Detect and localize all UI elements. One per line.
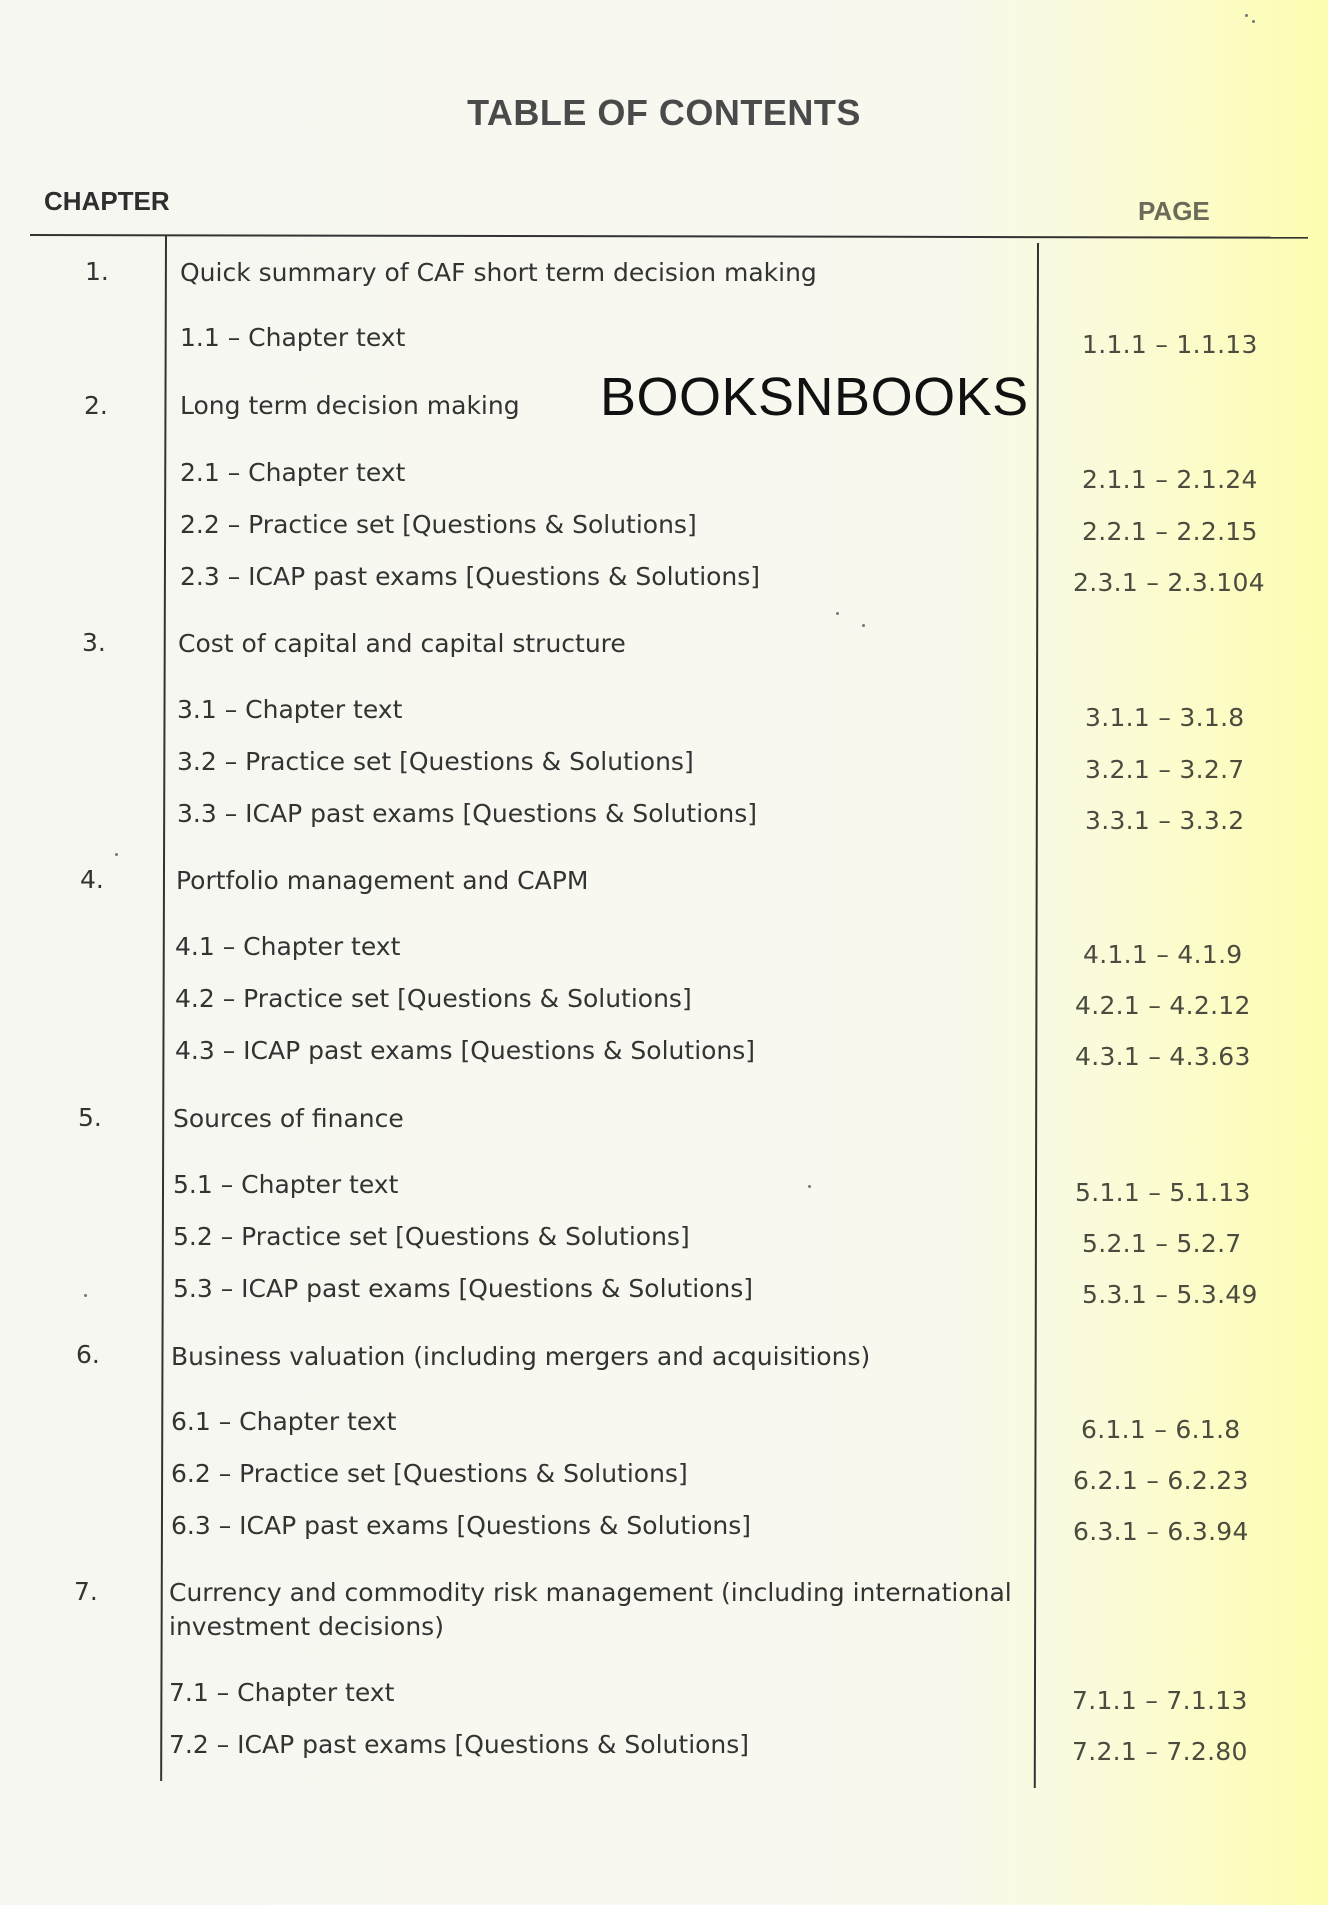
chapter-column-divider xyxy=(160,236,167,1781)
watermark-text: BOOKSNBOOKS xyxy=(600,367,1029,427)
chapter-title: Business valuation (including mergers and acquisitions) xyxy=(171,1342,871,1371)
section-label: 3.3 – ICAP past exams [Questions & Solutions] xyxy=(177,799,758,828)
chapter-column-header: CHAPTER xyxy=(44,186,170,216)
section-label: 4.2 – Practice set [Questions & Solutions] xyxy=(175,984,692,1013)
section-label: 7.2 – ICAP past exams [Questions & Solutions] xyxy=(169,1730,750,1759)
page-column-divider xyxy=(1034,243,1039,1788)
section-pages: 5.1.1 – 5.1.13 xyxy=(1075,1178,1251,1207)
section-pages: 6.1.1 – 6.1.8 xyxy=(1081,1415,1241,1444)
chapter-number: 6. xyxy=(76,1340,100,1369)
section-pages: 5.2.1 – 5.2.7 xyxy=(1082,1229,1242,1258)
section-label: 2.2 – Practice set [Questions & Solutions] xyxy=(180,510,697,539)
chapter-number: 1. xyxy=(85,257,109,286)
chapter-title: Sources of finance xyxy=(173,1104,404,1133)
section-pages: 7.1.1 – 7.1.13 xyxy=(1072,1686,1248,1715)
section-pages: 2.2.1 – 2.2.15 xyxy=(1082,517,1258,546)
section-label: 2.3 – ICAP past exams [Questions & Solutions] xyxy=(180,562,761,591)
section-label: 2.1 – Chapter text xyxy=(180,458,406,487)
scan-speck xyxy=(1245,14,1248,17)
page-title: TABLE OF CONTENTS xyxy=(467,92,861,133)
section-pages: 3.1.1 – 3.1.8 xyxy=(1085,703,1245,732)
scan-speck xyxy=(115,853,118,856)
scan-speck xyxy=(836,612,839,615)
section-pages: 1.1.1 – 1.1.13 xyxy=(1082,330,1258,359)
page-column-header: PAGE xyxy=(1138,196,1210,226)
section-pages: 6.2.1 – 6.2.23 xyxy=(1073,1466,1249,1495)
section-pages: 4.3.1 – 4.3.63 xyxy=(1075,1042,1251,1071)
section-pages: 4.1.1 – 4.1.9 xyxy=(1083,940,1243,969)
section-pages: 7.2.1 – 7.2.80 xyxy=(1072,1737,1248,1766)
chapter-title: Long term decision making xyxy=(180,391,520,420)
section-label: 3.1 – Chapter text xyxy=(177,695,403,724)
chapter-title: Cost of capital and capital structure xyxy=(178,629,626,658)
section-label: 4.1 – Chapter text xyxy=(175,932,401,961)
section-label: 1.1 – Chapter text xyxy=(180,323,406,352)
section-label: 4.3 – ICAP past exams [Questions & Solutions] xyxy=(175,1036,756,1065)
chapter-number: 4. xyxy=(80,865,104,894)
scan-speck xyxy=(1252,20,1255,23)
section-label: 6.1 – Chapter text xyxy=(171,1407,397,1436)
section-pages: 3.3.1 – 3.3.2 xyxy=(1085,806,1245,835)
chapter-title: Quick summary of CAF short term decision making xyxy=(180,258,817,287)
chapter-title: Portfolio management and CAPM xyxy=(176,866,589,895)
chapter-number: 7. xyxy=(74,1577,98,1606)
scan-speck xyxy=(808,1185,811,1188)
section-pages: 3.2.1 – 3.2.7 xyxy=(1085,755,1245,784)
section-pages: 2.3.1 – 2.3.104 xyxy=(1073,568,1265,597)
header-divider xyxy=(30,234,1308,239)
section-pages: 6.3.1 – 6.3.94 xyxy=(1073,1517,1249,1546)
scan-speck xyxy=(84,1294,87,1297)
chapter-title-line-1: Currency and commodity risk management (including international xyxy=(169,1578,1012,1607)
section-pages: 2.1.1 – 2.1.24 xyxy=(1082,465,1258,494)
section-label: 6.2 – Practice set [Questions & Solutions] xyxy=(171,1459,688,1488)
chapter-number: 5. xyxy=(78,1103,102,1132)
section-label: 5.2 – Practice set [Questions & Solutions] xyxy=(173,1222,690,1251)
section-pages: 4.2.1 – 4.2.12 xyxy=(1075,991,1251,1020)
chapter-title-line-2: investment decisions) xyxy=(169,1612,444,1641)
section-label: 6.3 – ICAP past exams [Questions & Solutions] xyxy=(171,1511,752,1540)
section-label: 5.3 – ICAP past exams [Questions & Solutions] xyxy=(173,1274,754,1303)
section-label: 7.1 – Chapter text xyxy=(169,1678,395,1707)
chapter-number: 3. xyxy=(82,628,106,657)
section-label: 5.1 – Chapter text xyxy=(173,1170,399,1199)
section-label: 3.2 – Practice set [Questions & Solutions] xyxy=(177,747,694,776)
section-pages: 5.3.1 – 5.3.49 xyxy=(1082,1280,1258,1309)
chapter-number: 2. xyxy=(84,391,108,420)
scan-speck xyxy=(862,624,865,627)
